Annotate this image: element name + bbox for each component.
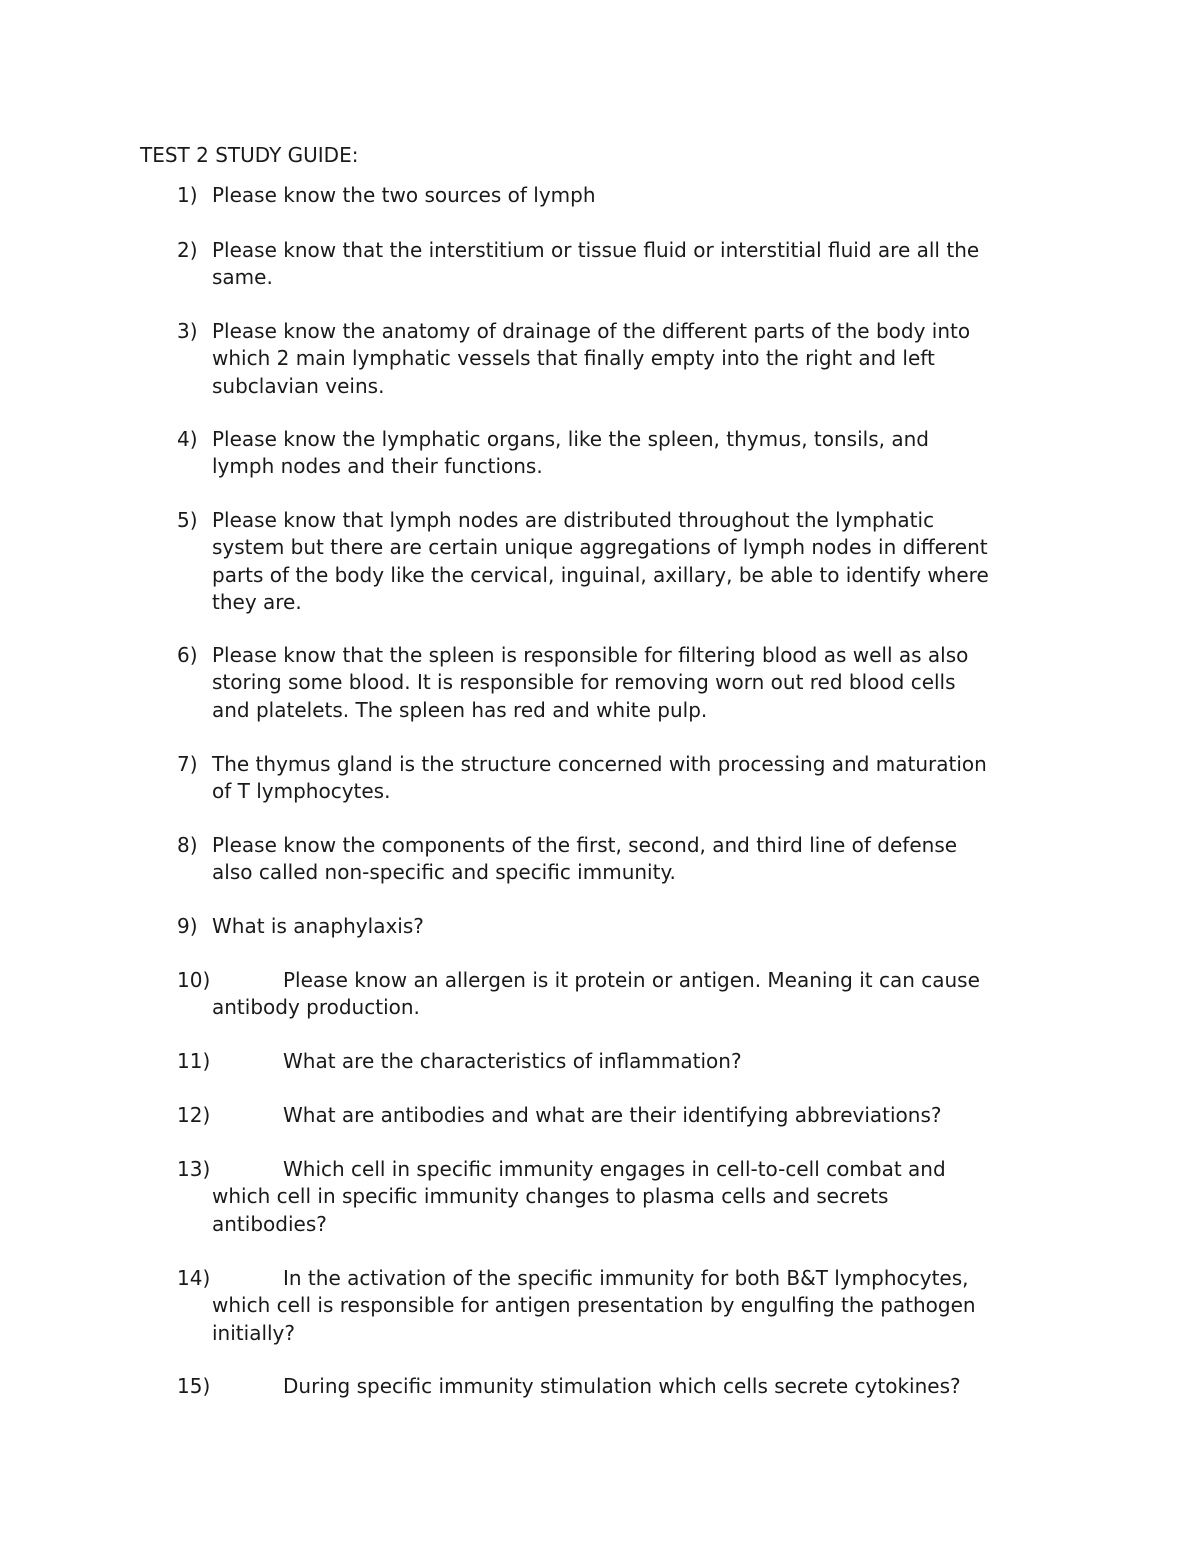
item-text-line: The thymus gland is the structure concerned with processing and maturation xyxy=(212,752,987,776)
item-text-line: antibody production. xyxy=(212,995,420,1020)
item-number: 14) xyxy=(177,1266,211,1290)
item-text-line: What is anaphylaxis? xyxy=(212,914,424,938)
item-number: 8) xyxy=(177,833,198,857)
item-number: 11) xyxy=(177,1049,211,1073)
item-text xyxy=(212,913,1072,940)
item-text-line: which cell in specific immunity changes to plasma cells and secrets xyxy=(212,1184,889,1209)
item-text xyxy=(212,237,1072,292)
item-text-line: Please know the anatomy of drainage of the different parts of the body into xyxy=(212,319,971,343)
item-text-line: also called non-specific and specific immunity. xyxy=(212,860,676,885)
item-text-line: lymph nodes and their functions. xyxy=(212,454,543,479)
item-text-line: parts of the body like the cervical, inguinal, axillary, be able to identify where xyxy=(212,562,989,587)
item-number: 15) xyxy=(177,1374,211,1398)
item-number: 1) xyxy=(177,183,198,207)
item-text xyxy=(212,426,1072,481)
item-number: 4) xyxy=(177,427,198,451)
item-text xyxy=(212,967,1072,1022)
item-number: 9) xyxy=(177,914,198,938)
item-number: 5) xyxy=(177,508,198,532)
item-number: 2) xyxy=(177,238,198,262)
item-text xyxy=(212,507,1072,616)
item-number: 7) xyxy=(177,752,198,776)
item-text-line: which cell is responsible for antigen presentation by engulfing the pathogen xyxy=(212,1293,976,1318)
item-text-line: In the activation of the specific immunity for both B&T lymphocytes, xyxy=(283,1266,969,1290)
item-text xyxy=(212,1048,1072,1075)
item-text-line: subclavian veins. xyxy=(212,373,385,398)
item-number: 13) xyxy=(177,1157,211,1181)
page-title: TEST 2 STUDY GUIDE: xyxy=(140,143,359,167)
item-text-line: What are the characteristics of inflammation? xyxy=(283,1049,742,1073)
item-text xyxy=(212,1156,1072,1238)
item-text-line: which 2 main lymphatic vessels that finally empty into the right and left xyxy=(212,346,935,371)
item-text-line: During specific immunity stimulation which cells secrete cytokines? xyxy=(283,1374,961,1398)
item-text-line: same. xyxy=(212,265,273,290)
item-text xyxy=(212,318,1072,400)
item-text xyxy=(212,1102,1072,1129)
item-text-line: Please know the two sources of lymph xyxy=(212,183,596,207)
item-text-line: of T lymphocytes. xyxy=(212,779,391,804)
item-text-line: Please know the lymphatic organs, like the spleen, thymus, tonsils, and xyxy=(212,427,929,451)
item-text-line: Which cell in specific immunity engages in cell-to-cell combat and xyxy=(283,1157,946,1181)
item-text xyxy=(212,751,1072,806)
item-text xyxy=(212,832,1072,887)
item-text-line: storing some blood. It is responsible for removing worn out red blood cells xyxy=(212,670,956,695)
item-text-line: Please know the components of the first, second, and third line of defense xyxy=(212,833,958,857)
item-text xyxy=(212,1265,1072,1347)
item-text-line: and platelets. The spleen has red and white pulp. xyxy=(212,697,708,722)
item-text-line: What are antibodies and what are their identifying abbreviations? xyxy=(283,1103,942,1127)
item-text xyxy=(212,182,1072,209)
item-text-line: Please know that the interstitium or tissue fluid or interstitial fluid are all the xyxy=(212,238,980,262)
item-text-line: initially? xyxy=(212,1320,296,1345)
item-text-line: antibodies? xyxy=(212,1211,327,1236)
item-text xyxy=(212,1373,1072,1400)
item-number: 12) xyxy=(177,1103,211,1127)
item-text-line: they are. xyxy=(212,589,302,614)
item-text-line: Please know an allergen is it protein or antigen. Meaning it can cause xyxy=(283,968,980,992)
item-text-line: Please know that the spleen is responsible for filtering blood as well as also xyxy=(212,643,969,667)
item-text-line: Please know that lymph nodes are distributed throughout the lymphatic xyxy=(212,508,935,532)
item-number: 6) xyxy=(177,643,198,667)
item-number: 10) xyxy=(177,968,211,992)
item-text xyxy=(212,642,1072,724)
item-text-line: system but there are certain unique aggregations of lymph nodes in different xyxy=(212,535,988,560)
item-number: 3) xyxy=(177,319,198,343)
